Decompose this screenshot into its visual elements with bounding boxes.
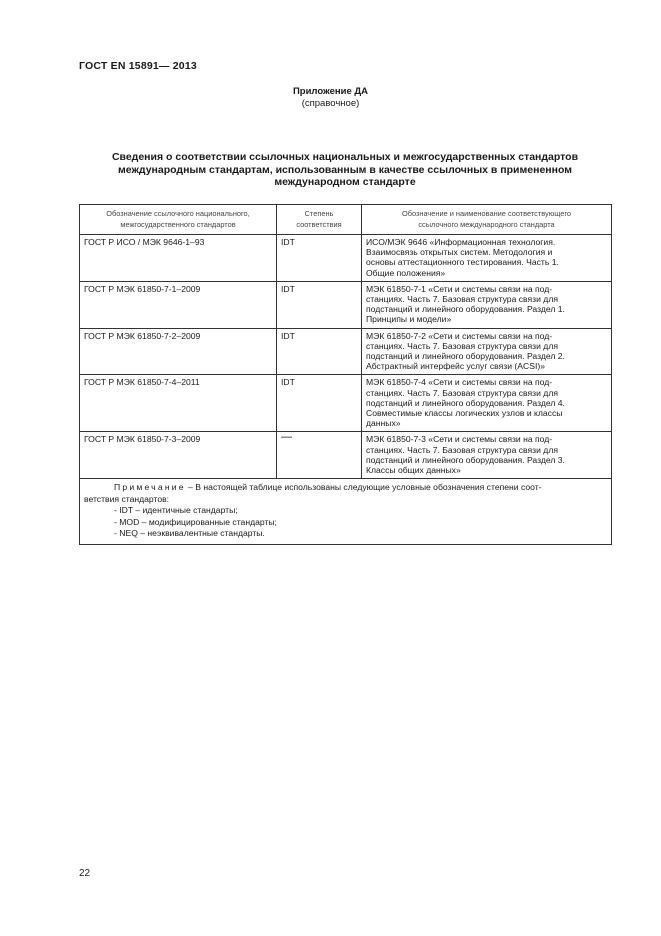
note-label: Примечание [114, 482, 186, 493]
cell-line: подстанций и линейного оборудования. Раздел 3. [366, 454, 565, 465]
cell-national-standard: ГОСТ Р МЭК 61850-7-1–2009 [80, 281, 277, 328]
cell-national-standard: ГОСТ Р МЭК 61850-7-2–2009 [80, 328, 277, 375]
cell-line: Абстрактный интерфейс услуг связи (ACSI)» [366, 361, 545, 372]
annex-heading [0, 86, 661, 110]
table-note-row [80, 479, 612, 545]
table-note [80, 479, 612, 545]
table-row [80, 432, 612, 479]
cell-international-standard [362, 235, 612, 282]
header-line: Обозначение и наименование соответствующего [401, 209, 572, 218]
header-line: Степень [304, 209, 334, 218]
note-line: ветствия стандартов: [84, 493, 170, 504]
cell-line: МЭК 61850-7-1 «Сети и системы связи на под- [366, 283, 553, 294]
column-header-national-standard [80, 205, 277, 235]
cell-line: станциях. Часть 7. Базовая структура связи для [366, 387, 558, 398]
cell-international-standard [362, 281, 612, 328]
annex-title: Приложение ДА [292, 86, 369, 97]
cell-line: данных» [366, 418, 401, 429]
cell-line: МЭК 61850-7-2 «Сети и системы связи на под- [366, 330, 553, 341]
cell-line: Классы общих данных» [366, 465, 461, 476]
note-text: – В настоящей таблице использованы следующие условные обозначения степени соот- [185, 482, 542, 493]
table-row [80, 235, 612, 282]
cell-line: станциях. Часть 7. Базовая структура связи для [366, 444, 558, 455]
header-line: соответствия [296, 220, 342, 229]
cell-line: станциях. Часть 7. Базовая структура связи для [366, 340, 558, 351]
column-header-international-standard [362, 205, 612, 235]
cell-degree: IDT [277, 375, 362, 432]
cell-line: станциях. Часть 7. Базовая структура связи для [366, 294, 558, 305]
cell-line: Принципы и модели» [366, 314, 452, 325]
section-title-line: Сведения о соответствии ссылочных национальных и межгосударственных стандартов [111, 151, 579, 163]
cell-line: МЭК 61850-7-3 «Сети и системы связи на под- [366, 434, 553, 445]
cell-degree: — [277, 432, 362, 479]
table-row [80, 328, 612, 375]
cell-degree: IDT [277, 281, 362, 328]
header-line: ссылочного международного стандарта [418, 220, 555, 229]
cell-degree: IDT [277, 328, 362, 375]
page-number: 22 [79, 868, 91, 879]
cell-international-standard [362, 328, 612, 375]
note-item: - IDT – идентичные стандарты; [114, 505, 238, 516]
note-line [84, 482, 605, 494]
cell-national-standard: ГОСТ Р МЭК 61850-7-4–2011 [80, 375, 277, 432]
cell-line: основы аттестационного тестирования. Часть 1. [366, 257, 559, 268]
cell-line: подстанций и линейного оборудования. Раздел 1. [366, 304, 565, 315]
annex-subtitle: (справочное) [301, 98, 360, 109]
column-header-degree [277, 205, 362, 235]
note-item: - MOD – модифицированные стандарты; [114, 516, 277, 527]
cell-line: Совместимые классы логических узлов и классы [366, 408, 563, 419]
cell-international-standard [362, 375, 612, 432]
cell-international-standard [362, 432, 612, 479]
cell-line: МЭК 61850-7-4 «Сети и системы связи на под- [366, 377, 553, 388]
table-header-row [80, 205, 612, 235]
correspondence-table [79, 204, 612, 545]
table-row [80, 281, 612, 328]
header-line: Обозначение ссылочного национального, [106, 209, 250, 218]
cell-degree: IDT [277, 235, 362, 282]
note-item: - NEQ – неэквивалентные стандарты. [114, 528, 265, 539]
cell-line: Взаимосвязь открытых систем. Методология и [366, 247, 553, 258]
section-title [79, 151, 611, 189]
cell-national-standard: ГОСТ Р МЭК 61850-7-3–2009 [80, 432, 277, 479]
header-line: межгосударственного стандартов [120, 220, 236, 229]
cell-line: ИСО/МЭК 9646 «Информационная технология. [366, 237, 556, 247]
table-row [80, 375, 612, 432]
cell-line: Общие положения» [366, 267, 446, 278]
cell-national-standard: ГОСТ Р ИСО / МЭК 9646-1–93 [80, 235, 277, 282]
section-title-line: международном стандарте [274, 176, 416, 188]
cell-line: подстанций и линейного оборудования. Раздел 4. [366, 397, 565, 408]
cell-line: подстанций и линейного оборудования. Раздел 2. [366, 351, 565, 362]
document-code: ГОСТ EN 15891— 2013 [79, 60, 197, 72]
section-title-line: международным стандартам, использованным в качестве ссылочных в примененном [117, 163, 573, 176]
